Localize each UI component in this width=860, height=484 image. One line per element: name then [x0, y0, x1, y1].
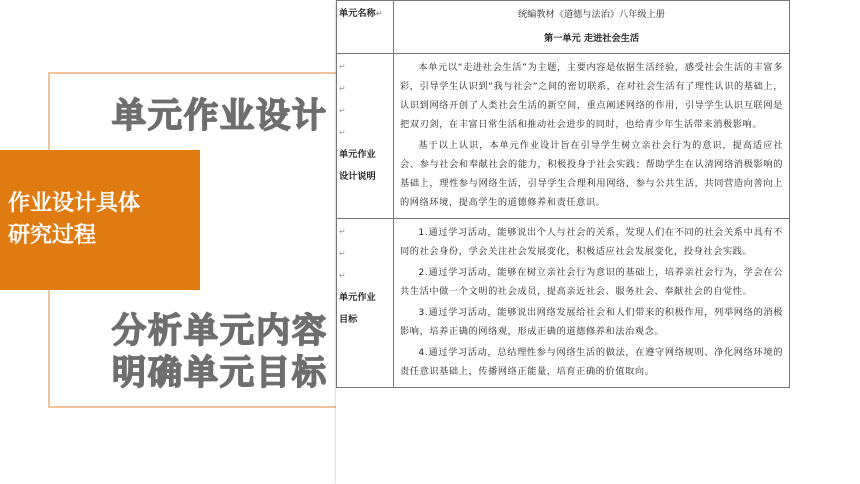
unit-design-heading: 单元作业设计 [112, 96, 328, 136]
design-note-label-1: 单元作业 [339, 149, 376, 160]
goal-label-1: 单元作业 [339, 292, 376, 303]
goal-label-cell: ↵ ↵ ↵ 单元作业 目标 [337, 219, 394, 388]
design-note-label-cell: ↵ ↵ ↵ ↵ 单元作业 设计说明 [337, 54, 394, 219]
frame-edge-bottom [48, 290, 50, 408]
orange-banner-line-1: 作业设计具体 [8, 191, 141, 216]
orange-banner-text [8, 188, 140, 252]
right-margin [790, 0, 860, 484]
frame-edge-top [48, 72, 50, 150]
unit-title-cell [394, 1, 790, 54]
table-row [337, 54, 790, 219]
goal-item: 4.通过学习活动，总结理性参与网络生活的做法，在遵守网络规则、净化网络环境的责任意识基础上，传播网络正能量，培育正确的价值取向。 [400, 347, 783, 377]
unit-title: 第一单元 走进社会生活 [543, 33, 640, 44]
table-row [337, 219, 790, 388]
unit-name-label: 单元名称 [339, 8, 376, 19]
heading-bottom-line-2: 明确单元目标 [112, 353, 328, 393]
unit-analysis-heading [112, 310, 328, 394]
design-note-label-2: 设计说明 [339, 171, 376, 182]
goal-item: 2.通过学习活动，能够在树立亲社会行为意识的基础上，培养亲社会行为，学会在公共生活中做一个文明的社会成员，提高亲近社会、服务社会、奉献社会的自觉性。 [400, 267, 783, 297]
goal-item: 1.通过学习活动，能够说出个人与社会的关系，发现人们在不同的社会关系中具有不同的社会身份，学会关注社会发展变化，积极适应社会发展变化，投身社会实践。 [400, 227, 783, 257]
heading-bottom-line-1: 分析单元内容 [112, 311, 328, 351]
goal-body [394, 219, 790, 388]
goal-item: 3.通过学习活动，能够说出网络发展给社会和人们带来的积极作用，列举网络的消极影响，培养正确的网络观，形成正确的道德修养和法治观念。 [400, 307, 783, 337]
design-note-body [394, 54, 790, 219]
orange-banner-line-2: 研究过程 [8, 223, 97, 248]
document-page [336, 0, 790, 484]
unit-name-label-cell: 单元名称↵ [337, 1, 394, 54]
textbook-title: 统编教材《道德与法治》八年级上册 [518, 9, 665, 20]
goal-label-2: 目标 [339, 314, 358, 325]
design-note-paragraph: 基于以上认识，本单元作业设计旨在引导学生树立亲社会行为的意识，提高适应社会、参与社会和奉献社会的能力，积极投身于社会实践；帮助学生在认清网络消极影响的基础上，理性参与网络生活，引导学生合理利用网络，参与公共生活，共同营造向善向上的网络环境，提高学生的道德修养和责任意识。 [400, 140, 783, 208]
design-note-paragraph: 本单元以“走进社会生活”为主题，主要内容是依据生活经验，感受社会生活的丰富多彩，引导学生认识到“我与社会”之间的密切联系，在对社会生活有了理性认识的基础上，认识到网络开创了人类社会生活的新空间，重点阐述网络的作用，引导学生认识互联网是把双刃剑，在丰富日常生活和推动社会进步的同时，也给青少年生活带来消极影响。 [400, 62, 783, 130]
unit-design-table [336, 0, 790, 388]
table-row [337, 1, 790, 54]
